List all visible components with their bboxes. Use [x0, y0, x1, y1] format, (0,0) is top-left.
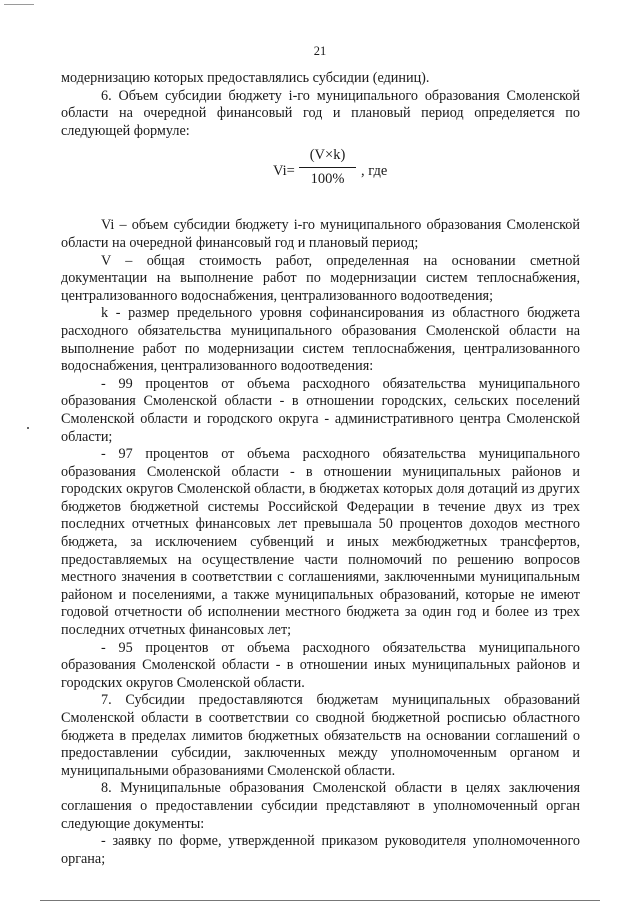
scan-speck — [27, 427, 29, 429]
formula-denominator: 100% — [310, 170, 345, 187]
formula-lhs: Vi= — [273, 163, 295, 180]
definition-k: k - размер предельного уровня софинансирования из областного бюджета расходного обязательства муниципального образования Смоленской области на выполнение работ по модернизации систем теплоснабжения, централизованного водоснабжения, централизованного водоотведения: — [61, 305, 580, 375]
bottom-rule — [40, 900, 600, 901]
rate-95-item: - 95 процентов от объема расходного обязательства муниципального образования Смоленской области - в отношении иных муниципальных районов и городских округов Смоленской области. — [61, 639, 580, 691]
page-number: 21 — [313, 44, 327, 58]
paragraph-item-8: 8. Муниципальные образования Смоленской области в целях заключения соглашения о предоставлении субсидии представляют в уполномоченный орган следующие документы: — [61, 780, 580, 832]
formula-numerator: (V×k) — [299, 147, 356, 168]
paragraph-item-6: 6. Объем субсидии бюджету i-го муниципального образования Смоленской области на очередной финансовый год и плановый период определяется по следующей формуле: — [61, 87, 580, 139]
document-body — [61, 70, 580, 868]
paragraph-item-7: 7. Субсидии предоставляются бюджетам муниципальных образований Смоленской области в соответствии со сводной бюджетной росписью областного бюджета в пределах лимитов бюджетных обязательств на основании соглашений о предоставлении субсидии, заключенных между уполномоченным органом и муниципальными образованиями Смоленской области. — [61, 692, 580, 779]
definition-vi: Vi – объем субсидии бюджету i-го муниципального образования Смоленской области на очередной финансовый год и плановый период; — [61, 217, 580, 251]
rate-97-item: - 97 процентов от объема расходного обязательства муниципального образования Смоленской области - в отношении муниципальных районов и городских округов Смоленской области, в бюджетах которых доля дотаций из других бюджетов бюджетной системы Российской Федерации в течение двух из трех последних отчетных финансовых лет превышала 50 процентов доходов местного бюджета, за исключением субвенций и иных межбюджетных трансфертов, предоставляемых на осуществление части полномочий по решению вопросов местного значения в соответствии с соглашениями, заключенными муниципальным районом и поселениями, а также муниципальных образований, которые не имеют годовой отчетности об исполнении местного бюджета за один год и более из трех последних отчетных финансовых лет; — [61, 446, 580, 639]
formula — [61, 147, 580, 207]
application-item: - заявку по форме, утвержденной приказом руководителя уполномоченного органа; — [61, 833, 580, 867]
rate-99-item: - 99 процентов от объема расходного обязательства муниципального образования Смоленской области - в отношении городских, сельских поселений Смоленской области и городского округа - административного центра Смоленской области; — [61, 375, 580, 445]
formula-fraction — [299, 147, 356, 188]
formula-tail: , где — [361, 163, 388, 180]
corner-mark — [4, 4, 34, 5]
paragraph-continuation: модернизацию которых предоставлялись субсидии (единиц). — [61, 70, 430, 86]
definition-v: V – общая стоимость работ, определенная на основании сметной документации на выполнение работ по модернизации систем теплоснабжения, централизованного водоснабжения, централизованного водоотведения; — [61, 252, 580, 304]
